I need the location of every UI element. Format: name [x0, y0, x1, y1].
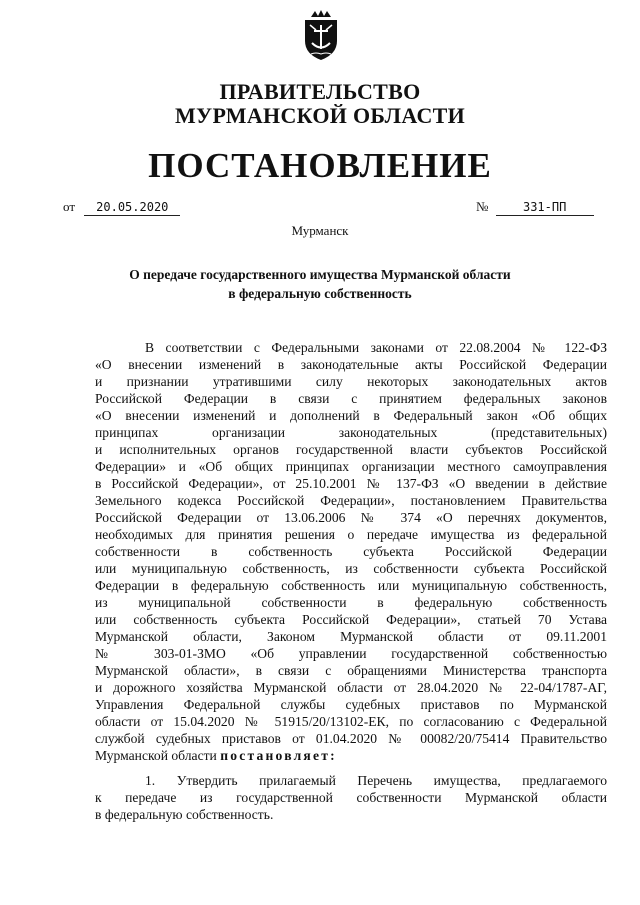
- preamble-closing: Мурманской области: [95, 748, 217, 763]
- text-line: № 303-01-ЗМО «Об управлении государственной собственностью: [95, 646, 607, 661]
- text-line: или муниципальную собственность, из собственности субъекта Российской: [95, 561, 607, 576]
- text-line: Федерации в федеральную собственность или муниципальную собственность,: [95, 578, 607, 593]
- item-1-paragraph: [95, 772, 607, 823]
- text-line: к передаче из государственной собственности Мурманской области: [95, 790, 607, 805]
- text-line: Управления Федеральной службы судебных приставов по Мурманской: [95, 697, 607, 712]
- text-line: В соответствии с Федеральными законами от 22.08.2004 № 122-ФЗ: [145, 340, 607, 355]
- text-line: и исполнительных органов государственной власти субъектов Российской: [95, 442, 607, 457]
- resolves-keyword: постановляет:: [220, 748, 337, 763]
- text-line: области от 15.04.2020 № 51915/20/13102-ЕК, по согласованию с Федеральной: [95, 714, 607, 729]
- document-date: [63, 198, 180, 216]
- text-line: собственности в собственность субъекта Российской Федерации: [95, 544, 607, 559]
- text-line: в Российской Федерации», от 25.10.2001 № 137-ФЗ «О введении в действие: [95, 476, 607, 491]
- government-title-line2: МУРМАНСКОЙ ОБЛАСТИ: [174, 103, 466, 128]
- text-line: Федерации» и «Об общих принципах организации местного самоуправления: [95, 459, 607, 474]
- government-title-line1: ПРАВИТЕЛЬСТВО: [219, 79, 421, 104]
- text-line: Мурманской области, Законом Мурманской области от 09.11.2001: [95, 629, 607, 644]
- preamble-paragraph: [95, 339, 607, 764]
- document-type-heading: ПОСТАНОВЛЕНИЕ: [148, 146, 492, 185]
- text-line: «О внесении изменений в законодательные акты Российской Федерации: [95, 357, 607, 372]
- text-line: Российской Федерации в связи с принятием федеральных законов: [95, 391, 607, 406]
- number-value: 331-ПП: [496, 199, 594, 216]
- text-line: Земельного кодекса Российской Федерации», постановлением Правительства: [95, 493, 607, 508]
- subject-line1: О передаче государственного имущества Мурманской области: [129, 267, 511, 282]
- text-line: в федеральную собственность.: [95, 807, 274, 822]
- date-prefix: от: [63, 199, 76, 214]
- text-line: и дорожного хозяйства Мурманской области от 28.04.2020 № 22-04/1787-АГ,: [95, 680, 607, 695]
- text-line: и признании утратившими силу некоторых законодательных актов: [95, 374, 607, 389]
- text-line: Российской Федерации от 13.06.2006 № 374 «О перечнях документов,: [95, 510, 607, 525]
- text-line: службой судебных приставов от 01.04.2020 № 00082/20/75414 Правительство: [95, 731, 607, 746]
- text-line: из муниципальной собственности в федеральную собственность: [95, 595, 607, 610]
- coat-of-arms-emblem: [302, 8, 340, 62]
- number-prefix: №: [476, 199, 489, 214]
- text-line: принципах организации законодательных (представительных): [95, 425, 607, 440]
- text-line: «О внесении изменений и дополнений в Федеральный закон «Об общих: [95, 408, 607, 423]
- text-line: Мурманской области», в связи с обращениями Министерства транспорта: [95, 663, 607, 678]
- text-line: необходимых для принятия решения о передаче имущества из федеральной: [95, 527, 607, 542]
- subject-line2: в федеральную собственность: [228, 286, 412, 301]
- text-line-final: [95, 747, 607, 764]
- city-name: Мурманск: [291, 223, 349, 238]
- document-number: [476, 198, 594, 216]
- text-line: 1. Утвердить прилагаемый Перечень имущества, предлагаемого: [145, 773, 607, 788]
- date-value: 20.05.2020: [84, 199, 180, 216]
- text-line: или собственность субъекта Российской Федерации», статьей 70 Устава: [95, 612, 607, 627]
